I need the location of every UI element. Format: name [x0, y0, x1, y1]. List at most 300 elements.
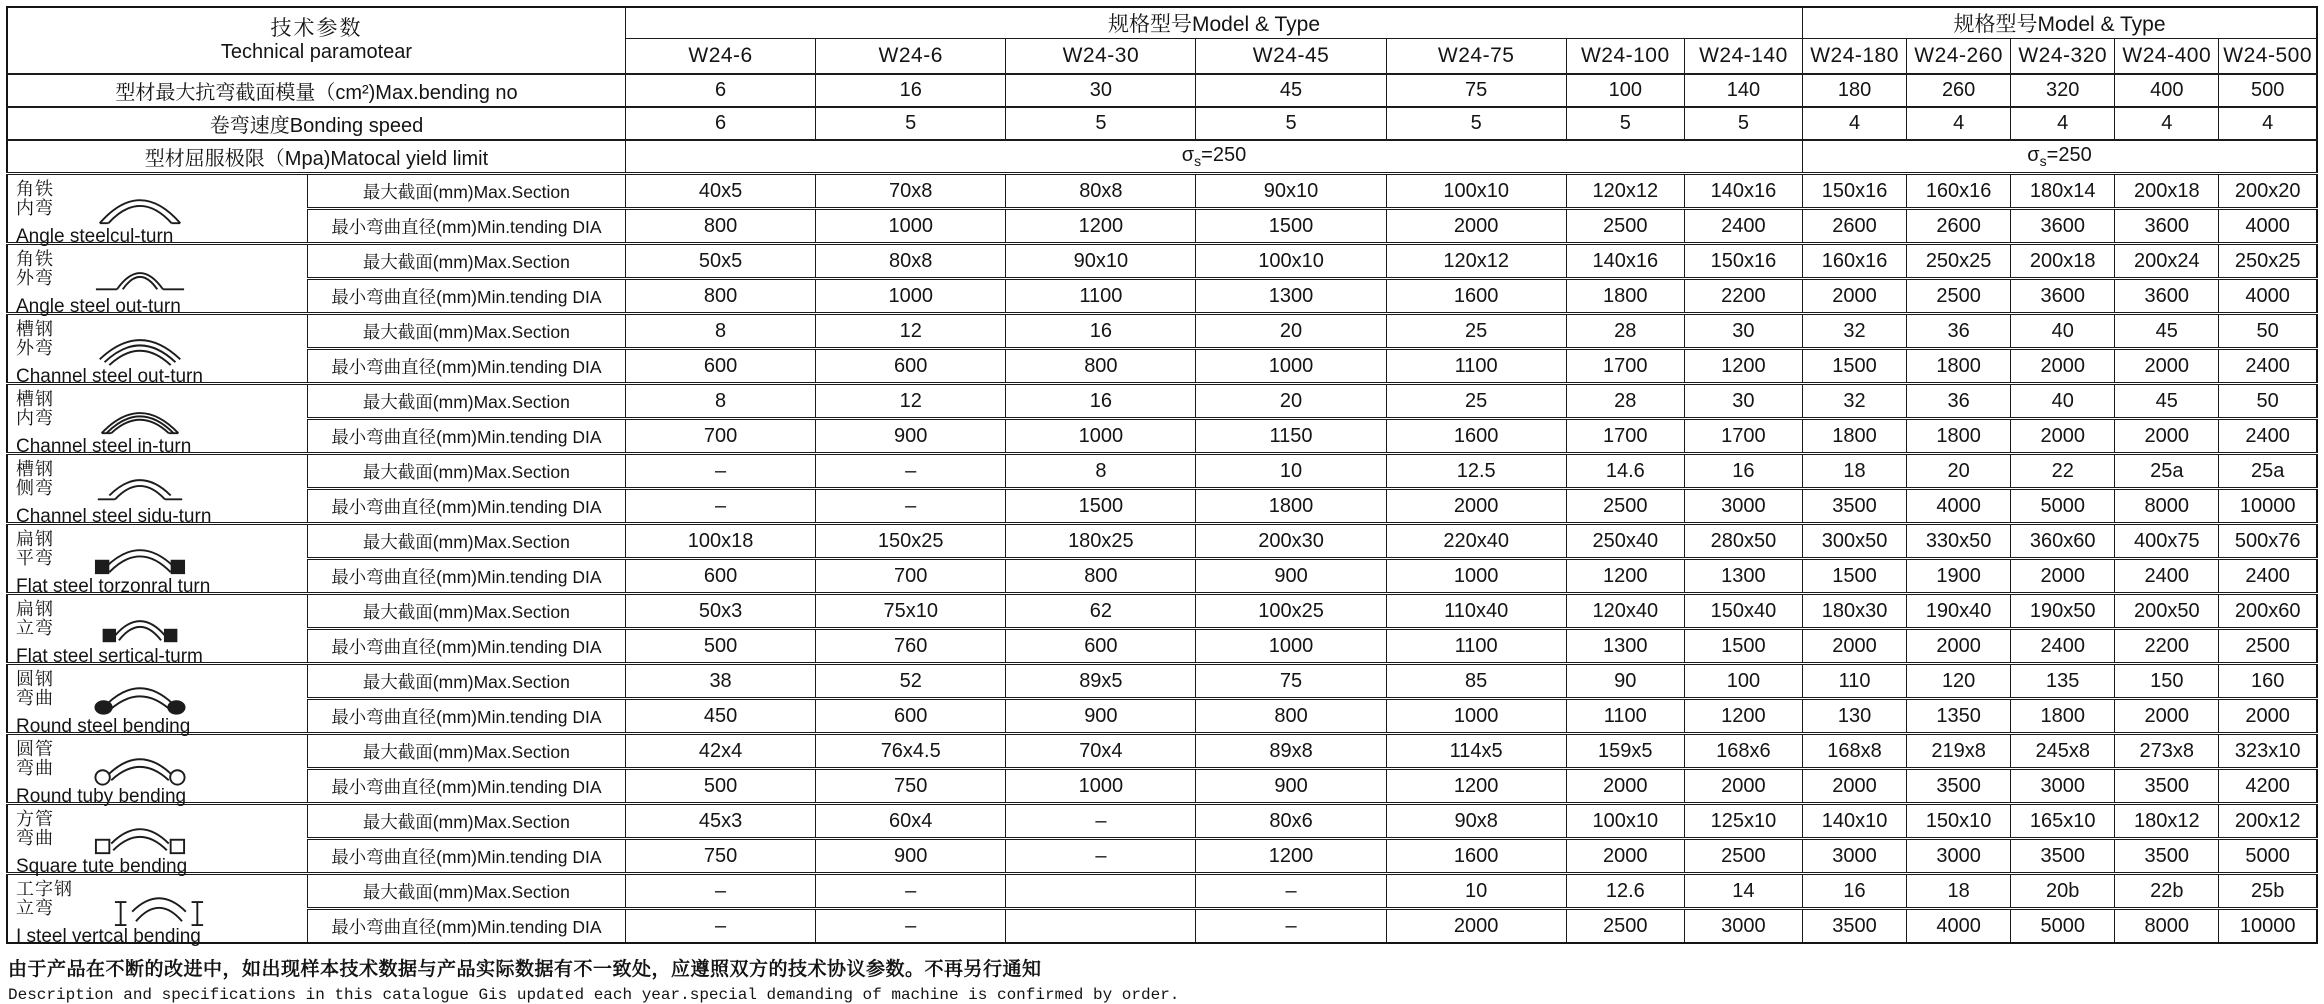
sigma-symbol: σ — [2027, 144, 2040, 166]
group-label-en: Flat steel sertical-turm — [16, 645, 203, 667]
yield-limit-value-left — [625, 140, 1802, 174]
max-section-cell: 8 — [625, 384, 815, 419]
group-name-cell — [7, 734, 307, 807]
max-section-cell: 250x25 — [2219, 244, 2317, 279]
min-dia-cell: 3500 — [2115, 769, 2219, 804]
group-label-zh-line2: 弯曲 — [16, 687, 54, 708]
min-dia-cell: 900 — [1006, 699, 1196, 734]
group-label-zh-line2: 外弯 — [16, 337, 54, 358]
max-section-cell: 42x4 — [625, 734, 815, 769]
max-section-label: 最大截面(mm)Max.Section — [307, 174, 625, 209]
max-section-cell: 14 — [1684, 874, 1802, 909]
min-dia-cell: 1300 — [1196, 279, 1386, 314]
min-dia-cell: 3500 — [2115, 839, 2219, 874]
min-dia-cell: 3600 — [2011, 279, 2115, 314]
min-dia-label: 最小弯曲直径(mm)Min.tending DIA — [307, 909, 625, 944]
min-dia-cell: 800 — [625, 209, 815, 244]
group-label-zh-line1: 工字钢 — [16, 878, 73, 899]
max-section-cell: 110 — [1803, 664, 1907, 699]
group-label-en: Flat steel torzonral turn — [16, 575, 211, 597]
max-section-cell: 36 — [1907, 314, 2011, 349]
min-dia-cell: 2000 — [1566, 769, 1684, 804]
max-section-cell: 40 — [2011, 314, 2115, 349]
max-section-cell: 28 — [1566, 384, 1684, 419]
min-dia-cell: 2000 — [1803, 629, 1907, 664]
min-dia-cell: 1150 — [1196, 419, 1386, 454]
max-section-cell: 150 — [2115, 664, 2219, 699]
group-label-zh-line2: 弯曲 — [16, 827, 54, 848]
max-section-label: 最大截面(mm)Max.Section — [307, 664, 625, 699]
group-label-zh-line2: 立弯 — [16, 617, 54, 638]
group-label-zh — [16, 180, 54, 219]
spec-value-cell: 400 — [2115, 74, 2219, 107]
min-dia-cell: 1100 — [1006, 279, 1196, 314]
spec-value-cell: 4 — [1907, 107, 2011, 140]
spec-value-cell: 140 — [1684, 74, 1802, 107]
group-max-section-row — [7, 664, 2317, 699]
group-min-dia-row — [7, 629, 2317, 664]
min-dia-cell: 1350 — [1907, 699, 2011, 734]
max-section-cell: 150x16 — [1684, 244, 1802, 279]
spec-row-label: 卷弯速度Bonding speed — [7, 107, 625, 140]
group-name-cell — [7, 314, 307, 387]
max-section-cell: 45 — [2115, 384, 2219, 419]
group-name-cell — [7, 244, 307, 317]
max-section-cell: – — [625, 454, 815, 489]
max-section-cell: 10 — [1196, 454, 1386, 489]
max-section-cell: 200x24 — [2115, 244, 2219, 279]
max-section-cell: 20 — [1196, 384, 1386, 419]
min-dia-cell: 5000 — [2011, 909, 2115, 944]
min-dia-cell: 800 — [1006, 349, 1196, 384]
min-dia-cell: 2000 — [1566, 839, 1684, 874]
min-dia-cell: 2000 — [2115, 699, 2219, 734]
max-section-cell: 45x3 — [625, 804, 815, 839]
spec-value-cell: 260 — [1907, 74, 2011, 107]
model-header: W24-100 — [1566, 39, 1684, 75]
min-dia-cell: 2000 — [1386, 209, 1566, 244]
min-dia-cell: 760 — [816, 629, 1006, 664]
max-section-cell: – — [816, 454, 1006, 489]
min-dia-cell: 900 — [816, 839, 1006, 874]
min-dia-cell: 1200 — [1386, 769, 1566, 804]
min-dia-cell: 1800 — [1803, 419, 1907, 454]
min-dia-cell: 3500 — [1907, 769, 2011, 804]
min-dia-cell: 4200 — [2219, 769, 2317, 804]
model-header: W24-6 — [625, 39, 815, 75]
max-section-cell: 120x12 — [1386, 244, 1566, 279]
model-header: W24-6 — [816, 39, 1006, 75]
min-dia-cell: – — [816, 909, 1006, 944]
max-section-cell: 168x8 — [1803, 734, 1907, 769]
min-dia-cell: 1300 — [1684, 559, 1802, 594]
min-dia-label: 最小弯曲直径(mm)Min.tending DIA — [307, 349, 625, 384]
min-dia-label: 最小弯曲直径(mm)Min.tending DIA — [307, 419, 625, 454]
sigma-subscript: s — [1194, 153, 1202, 169]
max-section-cell: 180x25 — [1006, 524, 1196, 559]
min-dia-cell: 5000 — [2011, 489, 2115, 524]
max-section-cell: 70x4 — [1006, 734, 1196, 769]
group-label-zh-line2: 弯曲 — [16, 757, 54, 778]
min-dia-cell: 2000 — [1907, 629, 2011, 664]
model-header: W24-45 — [1196, 39, 1386, 75]
sigma-subscript: s — [2039, 153, 2047, 169]
group-max-section-row — [7, 734, 2317, 769]
min-dia-cell: – — [816, 489, 1006, 524]
max-section-cell: 160x16 — [1803, 244, 1907, 279]
min-dia-cell: 3600 — [2011, 209, 2115, 244]
min-dia-cell: 3500 — [2011, 839, 2115, 874]
model-header: W24-75 — [1386, 39, 1566, 75]
max-section-cell: 250x40 — [1566, 524, 1684, 559]
max-section-cell: 200x18 — [2115, 174, 2219, 209]
min-dia-cell: – — [1196, 909, 1386, 944]
min-dia-cell: 1600 — [1386, 279, 1566, 314]
group-min-dia-row — [7, 839, 2317, 874]
spec-value-cell: 4 — [2011, 107, 2115, 140]
max-section-cell: 90x10 — [1006, 244, 1196, 279]
max-section-cell: 85 — [1386, 664, 1566, 699]
max-section-cell: 50x3 — [625, 594, 815, 629]
min-dia-cell: 8000 — [2115, 909, 2219, 944]
max-section-cell: 36 — [1907, 384, 2011, 419]
footer-note-zh: 由于产品在不断的改进中，如出现样本技术数据与产品实际数据有不一致处，应遵照双方的技术协议参数。不再另行通知 — [8, 959, 1042, 980]
group-label-en: Channel steel sidu-turn — [16, 505, 212, 527]
min-dia-cell: 900 — [816, 419, 1006, 454]
tech-label-zh: 技术参数 — [270, 16, 363, 40]
max-section-cell: 200x50 — [2115, 594, 2219, 629]
max-section-label: 最大截面(mm)Max.Section — [307, 244, 625, 279]
spec-value-cell: 4 — [2115, 107, 2219, 140]
model-header: W24-260 — [1907, 39, 2011, 75]
spec-value-cell: 6 — [625, 107, 815, 140]
group-label-zh-line1: 槽钢 — [16, 318, 54, 339]
max-section-cell: 16 — [1684, 454, 1802, 489]
spec-value-cell: 5 — [1196, 107, 1386, 140]
min-dia-cell: 1200 — [1006, 209, 1196, 244]
min-dia-cell: 3500 — [1803, 909, 1907, 944]
min-dia-cell: 3000 — [1803, 839, 1907, 874]
max-section-cell: – — [1196, 874, 1386, 909]
min-dia-cell: 4000 — [1907, 909, 2011, 944]
min-dia-cell: 800 — [1006, 559, 1196, 594]
group-max-section-row — [7, 874, 2317, 909]
channel-out-bend-icon — [92, 321, 188, 367]
group-max-section-row — [7, 384, 2317, 419]
min-dia-cell: 1000 — [1006, 419, 1196, 454]
group-max-section-row — [7, 244, 2317, 279]
max-section-cell: 25b — [2219, 874, 2317, 909]
min-dia-cell: 4000 — [1907, 489, 2011, 524]
spec-row — [7, 74, 2317, 107]
max-section-cell: 140x16 — [1566, 244, 1684, 279]
group-label-en: Square tute bending — [16, 855, 188, 877]
min-dia-cell: 4000 — [2219, 209, 2317, 244]
min-dia-cell: 2000 — [1803, 769, 1907, 804]
max-section-label: 最大截面(mm)Max.Section — [307, 384, 625, 419]
flat-vertical-bend-icon — [92, 601, 188, 647]
max-section-cell: 120x12 — [1566, 174, 1684, 209]
min-dia-cell: 2200 — [2115, 629, 2219, 664]
min-dia-cell: 600 — [625, 349, 815, 384]
min-dia-cell: 450 — [625, 699, 815, 734]
min-dia-cell: 10000 — [2219, 489, 2317, 524]
min-dia-cell: 1900 — [1907, 559, 2011, 594]
group-min-dia-row — [7, 489, 2317, 524]
max-section-cell: 245x8 — [2011, 734, 2115, 769]
min-dia-cell: 1500 — [1006, 489, 1196, 524]
min-dia-cell: 750 — [816, 769, 1006, 804]
min-dia-cell: 2500 — [1566, 489, 1684, 524]
spec-value-cell: 4 — [1803, 107, 1907, 140]
min-dia-cell: 2600 — [1803, 209, 1907, 244]
max-section-cell: 400x75 — [2115, 524, 2219, 559]
group-min-dia-row — [7, 909, 2317, 944]
max-section-cell: 180x12 — [2115, 804, 2219, 839]
group-max-section-row — [7, 524, 2317, 559]
group-label-zh — [16, 740, 54, 779]
max-section-cell: 50 — [2219, 384, 2317, 419]
max-section-cell: 32 — [1803, 314, 1907, 349]
max-section-cell: 190x40 — [1907, 594, 2011, 629]
round-steel-bend-icon — [92, 671, 188, 717]
min-dia-label: 最小弯曲直径(mm)Min.tending DIA — [307, 489, 625, 524]
max-section-cell: 80x8 — [816, 244, 1006, 279]
max-section-cell: 30 — [1684, 384, 1802, 419]
min-dia-cell: 5000 — [2219, 839, 2317, 874]
min-dia-cell: 2500 — [1907, 279, 2011, 314]
yield-limit-row — [7, 140, 2317, 174]
spec-value-cell: 16 — [816, 74, 1006, 107]
max-section-cell: 500x76 — [2219, 524, 2317, 559]
group-label-zh-line1: 方管 — [16, 808, 54, 829]
min-dia-label: 最小弯曲直径(mm)Min.tending DIA — [307, 629, 625, 664]
min-dia-label: 最小弯曲直径(mm)Min.tending DIA — [307, 769, 625, 804]
max-section-cell: 200x20 — [2219, 174, 2317, 209]
max-section-cell: 38 — [625, 664, 815, 699]
footer-note-en: Description and specifications in this catalogue Gis updated each year.special demanding of machine is confirmed by order. — [8, 986, 1180, 1004]
min-dia-cell: 2400 — [2011, 629, 2115, 664]
min-dia-cell: 1200 — [1684, 349, 1802, 384]
group-label-zh-line2: 平弯 — [16, 547, 54, 568]
max-section-cell: 62 — [1006, 594, 1196, 629]
min-dia-cell: 1000 — [1196, 349, 1386, 384]
group-name-cell — [7, 804, 307, 877]
min-dia-cell: 500 — [625, 769, 815, 804]
max-section-cell: 125x10 — [1684, 804, 1802, 839]
min-dia-cell: 1700 — [1684, 419, 1802, 454]
min-dia-cell: 1000 — [816, 279, 1006, 314]
group-label-zh-line2: 外弯 — [16, 267, 54, 288]
min-dia-cell: 2000 — [2011, 349, 2115, 384]
max-section-cell: 100x10 — [1196, 244, 1386, 279]
group-name-cell — [7, 664, 307, 737]
group-label-zh-line1: 槽钢 — [16, 388, 54, 409]
spec-value-cell: 100 — [1566, 74, 1684, 107]
max-section-cell: 12 — [816, 384, 1006, 419]
model-header: W24-400 — [2115, 39, 2219, 75]
angle-in-bend-icon — [92, 181, 188, 227]
min-dia-cell: 500 — [625, 629, 815, 664]
max-section-cell: 89x8 — [1196, 734, 1386, 769]
group-label-en: Round tuby bending — [16, 785, 187, 807]
min-dia-cell: 1800 — [1907, 349, 2011, 384]
group-max-section-row — [7, 804, 2317, 839]
min-dia-cell: 700 — [816, 559, 1006, 594]
group-max-section-row — [7, 454, 2317, 489]
min-dia-cell: 1100 — [1386, 349, 1566, 384]
min-dia-cell: 2000 — [2011, 559, 2115, 594]
max-section-cell: 25 — [1386, 314, 1566, 349]
min-dia-cell: 1800 — [1907, 419, 2011, 454]
max-section-cell: 110x40 — [1386, 594, 1566, 629]
max-section-cell: 219x8 — [1907, 734, 2011, 769]
group-min-dia-row — [7, 209, 2317, 244]
max-section-cell: 120 — [1907, 664, 2011, 699]
group-label-zh — [16, 460, 54, 499]
max-section-label: 最大截面(mm)Max.Section — [307, 594, 625, 629]
max-section-cell: 60x4 — [816, 804, 1006, 839]
yield-limit-label: 型材屈服极限（Mpa)Matocal yield limit — [7, 140, 625, 174]
max-section-cell: 330x50 — [1907, 524, 2011, 559]
min-dia-cell: 1700 — [1566, 349, 1684, 384]
flat-horizontal-bend-icon — [92, 531, 188, 577]
max-section-cell: 168x6 — [1684, 734, 1802, 769]
min-dia-cell: 1000 — [1196, 629, 1386, 664]
min-dia-cell: 2600 — [1907, 209, 2011, 244]
group-name-cell — [7, 874, 307, 947]
max-section-cell: 90x8 — [1386, 804, 1566, 839]
group-label-en: Angle steelcul-turn — [16, 225, 174, 247]
min-dia-label: 最小弯曲直径(mm)Min.tending DIA — [307, 559, 625, 594]
spec-value-cell: 5 — [816, 107, 1006, 140]
spec-value-cell: 4 — [2219, 107, 2317, 140]
max-section-cell: 20b — [2011, 874, 2115, 909]
max-section-cell: 25a — [2115, 454, 2219, 489]
model-header: W24-500 — [2219, 39, 2317, 75]
min-dia-cell: 2000 — [1386, 489, 1566, 524]
max-section-cell: 45 — [2115, 314, 2219, 349]
min-dia-cell: – — [625, 909, 815, 944]
yield-limit-value-right — [1803, 140, 2317, 174]
min-dia-cell: 2000 — [1803, 279, 1907, 314]
sigma-value: =250 — [1201, 144, 1247, 166]
min-dia-cell: 130 — [1803, 699, 1907, 734]
min-dia-cell: 1000 — [1386, 559, 1566, 594]
tech-label-en: Technical paramotear — [220, 41, 413, 64]
min-dia-cell: 2400 — [2115, 559, 2219, 594]
min-dia-cell: 1100 — [1566, 699, 1684, 734]
max-section-cell: 300x50 — [1803, 524, 1907, 559]
max-section-cell: 140x10 — [1803, 804, 1907, 839]
max-section-cell: 10 — [1386, 874, 1566, 909]
model-header: W24-140 — [1684, 39, 1802, 75]
group-max-section-row — [7, 314, 2317, 349]
max-section-cell: 18 — [1803, 454, 1907, 489]
min-dia-cell: 2500 — [1684, 839, 1802, 874]
max-section-cell: 140x16 — [1684, 174, 1802, 209]
max-section-cell: 70x8 — [816, 174, 1006, 209]
min-dia-cell: 800 — [1196, 699, 1386, 734]
max-section-cell: 25 — [1386, 384, 1566, 419]
max-section-cell: 16 — [1803, 874, 1907, 909]
sigma-symbol: σ — [1181, 144, 1195, 166]
max-section-cell: 90 — [1566, 664, 1684, 699]
max-section-cell: 8 — [1006, 454, 1196, 489]
min-dia-cell: 1500 — [1196, 209, 1386, 244]
max-section-cell: 50x5 — [625, 244, 815, 279]
group-label-zh-line1: 槽钢 — [16, 458, 54, 479]
group-label-en: Round steel bending — [16, 715, 191, 737]
min-dia-cell: 3000 — [1907, 839, 2011, 874]
min-dia-cell: 3600 — [2115, 209, 2219, 244]
max-section-cell: 80x6 — [1196, 804, 1386, 839]
spec-value-cell: 180 — [1803, 74, 1907, 107]
min-dia-cell: 1800 — [1196, 489, 1386, 524]
spec-row — [7, 107, 2317, 140]
spec-row-label: 型材最大抗弯截面模量（cm²)Max.bending no — [7, 74, 625, 107]
min-dia-cell: 600 — [1006, 629, 1196, 664]
max-section-cell: 75x10 — [816, 594, 1006, 629]
min-dia-cell: – — [1006, 839, 1196, 874]
channel-side-bend-icon — [92, 461, 188, 507]
max-section-cell: 200x12 — [2219, 804, 2317, 839]
max-section-cell: 200x18 — [2011, 244, 2115, 279]
min-dia-cell: 700 — [625, 419, 815, 454]
group-label-zh-line1: 圆管 — [16, 738, 54, 759]
max-section-cell: 50 — [2219, 314, 2317, 349]
group-min-dia-row — [7, 349, 2317, 384]
group-label-zh — [16, 810, 54, 849]
max-section-cell: 100x10 — [1566, 804, 1684, 839]
group-name-cell — [7, 384, 307, 457]
min-dia-cell: 2400 — [1684, 209, 1802, 244]
min-dia-cell: 2400 — [2219, 419, 2317, 454]
model-type-header-left: 规格型号Model & Type — [625, 7, 1802, 39]
group-label-en: I steel vertcal bending — [16, 925, 201, 947]
square-tube-bend-icon — [92, 811, 188, 857]
group-label-en: Channel steel in-turn — [16, 435, 192, 457]
max-section-cell — [1006, 874, 1196, 909]
max-section-cell: 159x5 — [1566, 734, 1684, 769]
group-name-cell — [7, 594, 307, 667]
max-section-cell: 28 — [1566, 314, 1684, 349]
min-dia-cell: 900 — [1196, 559, 1386, 594]
max-section-cell: 160x16 — [1907, 174, 2011, 209]
max-section-cell: 12 — [816, 314, 1006, 349]
max-section-cell: 150x10 — [1907, 804, 2011, 839]
max-section-cell: 18 — [1907, 874, 2011, 909]
max-section-cell: 100 — [1684, 664, 1802, 699]
group-label-zh — [16, 530, 54, 569]
max-section-cell: 180x14 — [2011, 174, 2115, 209]
max-section-label: 最大截面(mm)Max.Section — [307, 524, 625, 559]
group-label-zh — [16, 880, 73, 919]
max-section-cell: 22 — [2011, 454, 2115, 489]
min-dia-cell: 3600 — [2115, 279, 2219, 314]
max-section-cell: 200x30 — [1196, 524, 1386, 559]
spec-value-cell: 5 — [1566, 107, 1684, 140]
group-min-dia-row — [7, 419, 2317, 454]
spec-sheet-page — [0, 6, 2324, 1004]
min-dia-cell: 2500 — [1566, 209, 1684, 244]
min-dia-cell: 900 — [1196, 769, 1386, 804]
spec-value-cell: 6 — [625, 74, 815, 107]
group-min-dia-row — [7, 699, 2317, 734]
max-section-cell: 200x60 — [2219, 594, 2317, 629]
spec-value-cell: 45 — [1196, 74, 1386, 107]
max-section-cell: 20 — [1907, 454, 2011, 489]
